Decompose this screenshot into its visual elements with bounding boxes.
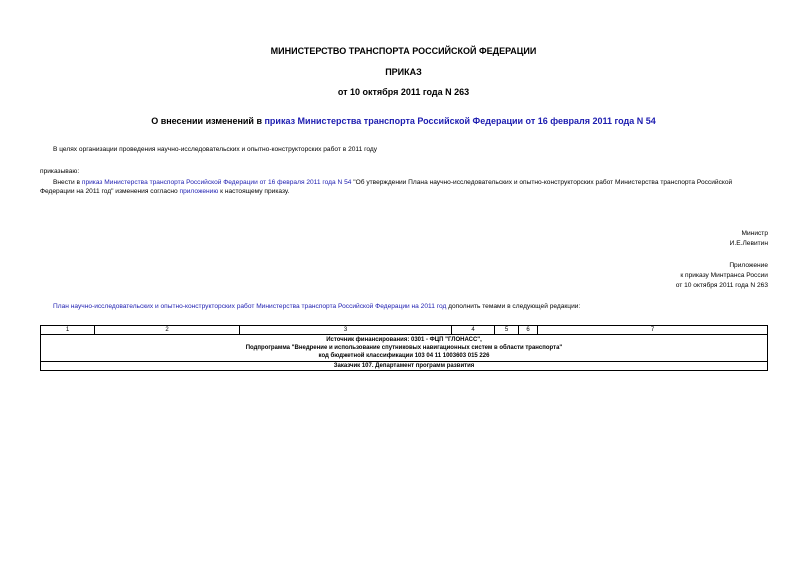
preamble-text: В целях организации проведения научно-исследовательских и опытно-конструкторских работ в 2011 году <box>53 146 378 153</box>
order-date: от 10 октября 2011 года N 263 <box>337 87 470 97</box>
column-number-2: 2 <box>95 326 240 335</box>
subject-prefix: О внесении изменений в <box>151 116 265 126</box>
funding-source-cell <box>41 335 768 362</box>
subject-link[interactable]: приказ Министерства транспорта Российской Федерации от 16 февраля 2011 года N 54 <box>264 116 656 126</box>
order-word: приказываю: <box>40 168 80 175</box>
plan-link[interactable]: План научно-исследовательских и опытно-конструкторских работ Министерства транспорта Российской Федерации на 2011 год <box>53 303 447 310</box>
appendix-intro <box>53 302 580 311</box>
appendix-label: Приложение <box>729 262 768 269</box>
order-54-link[interactable]: приказ Министерства транспорта Российской Федерации от 16 февраля 2011 года N 54 <box>81 179 352 186</box>
column-number-4: 4 <box>452 326 495 335</box>
column-number-1: 1 <box>41 326 95 335</box>
appendix-link[interactable]: приложению <box>179 188 219 195</box>
table-row <box>41 362 768 371</box>
appendix-date: от 10 октября 2011 года N 263 <box>675 282 768 289</box>
subprogram-line: Подпрограмма "Внедрение и использование спутниковых навигационных систем в области транспорта" <box>245 345 563 351</box>
paragraph-tail: к настоящему приказу. <box>218 188 290 195</box>
column-number-5: 5 <box>495 326 519 335</box>
signature-position: Министр <box>741 230 768 237</box>
table-row <box>41 335 768 362</box>
appendix-to-order: к приказу Минтранса России <box>680 272 768 279</box>
order-paragraph <box>40 178 768 196</box>
column-number-6: 6 <box>519 326 538 335</box>
column-number-3: 3 <box>240 326 452 335</box>
signature-name: И.Е.Левитин <box>729 240 768 247</box>
doc-type-heading: ПРИКАЗ <box>385 67 422 77</box>
table-header-row <box>41 326 768 335</box>
subject-heading <box>0 116 807 126</box>
budget-code-line: код бюджетной классификации 103 04 11 1003603 015 226 <box>318 353 490 359</box>
column-number-7: 7 <box>538 326 768 335</box>
ministry-title: МИНИСТЕРСТВО ТРАНСПОРТА РОССИЙСКОЙ ФЕДЕРАЦИИ <box>270 46 537 56</box>
plan-table <box>40 325 768 371</box>
funding-source-line: Источник финансирования: 0301 - ФЦП "ГЛОНАСС", <box>326 337 482 343</box>
appendix-intro-tail: дополнить темами в следующей редакции: <box>446 303 581 310</box>
paragraph-lead: Внести в <box>53 179 82 186</box>
paragraph-mid: "Об утверждении Плана научно-исследовательских и опытно-конструкторских работ Министерства транспорта Российской Федерации на 2011 год" изменения согласно <box>40 179 733 195</box>
customer-cell: Заказчик 107. Департамент программ развития <box>41 362 768 371</box>
